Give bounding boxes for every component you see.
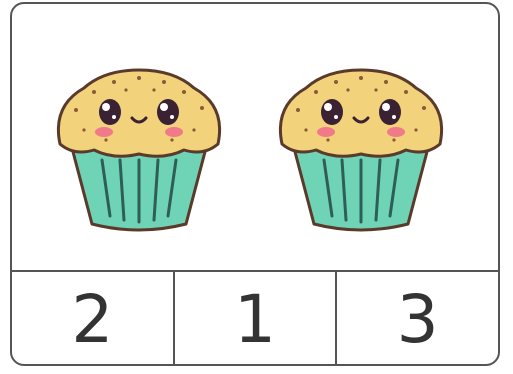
answer-option-2[interactable]: 2 (71, 280, 114, 358)
answer-row (12, 270, 498, 366)
muffin-icon (266, 56, 456, 236)
answer-option-1[interactable]: 1 (173, 272, 336, 366)
answer-option-3[interactable]: 3 (335, 272, 498, 366)
counting-card (10, 2, 500, 366)
picture-area (12, 4, 498, 270)
muffin-icon (44, 56, 234, 236)
